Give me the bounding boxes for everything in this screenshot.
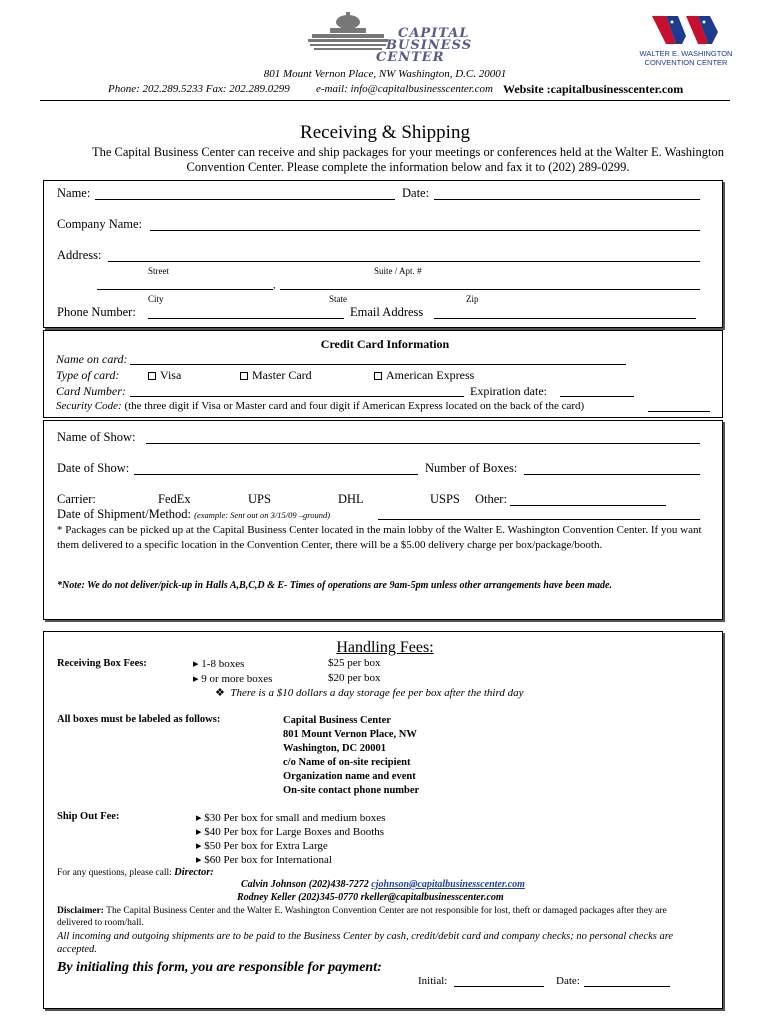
initial-label: Initial: [418,975,448,987]
sign-date-field[interactable] [584,986,670,987]
credit-heading: Credit Card Information [320,337,450,351]
visa-option[interactable]: Visa [148,368,181,383]
header-address: 801 Mount Vernon Place, NW Washington, D.C. 20001 [263,68,507,80]
tier1-price: $25 per box [328,657,381,669]
logo-line1: CAPITAL [398,26,470,41]
header-phone-fax: Phone: 202.289.5233 Fax: 202.289.0299 [108,83,290,95]
initial-statement: By initialing this form, you are responsible for payment: [57,960,382,975]
state-zip-field[interactable] [280,289,700,290]
mastercard-checkbox[interactable] [240,372,248,380]
arrow-right-icon: ▸ [196,812,202,824]
company-field[interactable] [150,230,700,231]
card-type-label: Type of card: [56,368,120,382]
name-field[interactable] [95,199,395,200]
phone-label: Phone Number: [57,305,136,319]
amex-option[interactable]: American Express [374,368,474,383]
label-heading: All boxes must be labeled as follows: [57,714,221,725]
contact1-email-link[interactable]: cjohnson@capitalbusinesscenter.com [371,879,525,890]
state-caption: State [329,294,347,304]
arrow-right-icon: ▸ [196,840,202,852]
logo-line3: CENTER [376,50,445,65]
email-field[interactable] [434,318,696,319]
carrier-fedex[interactable]: FedEx [158,492,191,506]
partner-line1: WALTER E. WASHINGTON [639,49,733,58]
capital-logo [306,8,506,66]
payment-note: All incoming and outgoing shipments are to be paid to the Business Center by cash, credit/debit card and company checks; no personal checks are accepted. [57,931,674,955]
expiration-label: Expiration date: [470,384,547,398]
amex-checkbox[interactable] [374,372,382,380]
boxes-field[interactable] [524,474,700,475]
city-caption: City [148,294,164,304]
intro-text: The Capital Business Center can receive and ship packages for your meetings or conferences held at the Walter E. Washington Convention Center. Please complete the information below and fax it to (202) 289-0299. [91,145,725,174]
name-on-card-label: Name on card: [56,352,128,366]
label-line: c/o Name of on-site recipient [283,757,411,768]
label-line: Capital Business Center [283,715,391,726]
show-name-field[interactable] [146,443,700,444]
security-code-row: Security Code: (the three digit if Visa or Master card and four digit if American Express located on the back of the card) [56,400,585,412]
contact2-row: Rodney Keller (202)345-0770 rkeller@capitalbusinesscenter.com [237,892,504,903]
list-item: ▸ $40 Per box for Large Boxes and Booths [196,826,385,838]
shipment-method-field[interactable] [378,519,700,520]
arrow-right-icon: ▸ [196,826,202,838]
tier2-row: ▸ 9 or more boxes [193,673,273,685]
receiving-fees-label: Receiving Box Fees: [57,658,147,669]
company-label: Company Name: [57,217,143,231]
carrier-other-field[interactable] [510,505,666,506]
arrow-right-icon: ▸ [196,854,202,866]
expiration-field[interactable] [560,396,634,397]
zip-caption: Zip [466,294,479,304]
suite-caption: Suite / Apt. # [374,266,422,276]
arrow-right-icon: ▸ [193,673,199,685]
logo-line2: BUSINESS [386,38,473,53]
mastercard-option[interactable]: Master Card [240,368,312,383]
tier1-row: ▸ 1-8 boxes [193,658,245,670]
address-label: Address: [57,248,102,262]
halls-note: *Note: We do not deliver/pick-up in Halls A,B,C,D & E- Times of operations are 9am-5pm unless other arrangements have been made. [57,580,612,591]
list-item: ▸ $30 Per box for small and medium boxes [196,812,386,824]
list-item: ▸ $50 Per box for Extra Large [196,840,328,852]
contact1-row: Calvin Johnson (202)438-7272 cjohnson@capitalbusinesscenter.com [241,879,525,890]
card-number-field[interactable] [130,396,464,397]
show-date-field[interactable] [134,474,418,475]
carrier-other-label: Other: [475,492,507,506]
visa-checkbox[interactable] [148,372,156,380]
page-title: Receiving & Shipping [300,122,470,143]
carrier-label: Carrier: [57,492,96,506]
carrier-usps[interactable]: USPS [430,492,460,506]
name-on-card-field[interactable] [130,364,626,365]
arrow-right-icon: ▸ [193,658,199,670]
shipment-method-label: Date of Shipment/Method: (example: Sent out on 3/15/09 –ground) [57,507,331,521]
city-field[interactable] [97,289,273,290]
label-line: Organization name and event [283,771,416,782]
sign-date-label: Date: [556,975,580,987]
security-code-field[interactable] [648,411,710,412]
label-address-block [283,714,419,798]
list-item: ▸ $60 Per box for International [196,854,332,866]
show-name-label: Name of Show: [57,430,136,444]
questions-row: For any questions, please call: Director: [57,867,214,878]
boxes-label: Number of Boxes: [425,461,518,475]
storage-fee-row: ❖ There is a $10 dollars a day storage fee per box after the third day [215,687,524,699]
shipout-list [196,811,385,867]
partner-logo [626,12,746,66]
street-caption: Street [148,266,169,276]
shipout-label: Ship Out Fee: [57,811,120,822]
label-line: On-site contact phone number [283,785,420,796]
street-field[interactable] [108,261,700,262]
date-label: Date: [402,186,430,200]
carrier-ups[interactable]: UPS [248,492,271,506]
show-date-label: Date of Show: [57,461,130,475]
label-line: 801 Mount Vernon Place, NW [283,729,417,740]
partner-line2: CONVENTION CENTER [644,58,728,67]
email-label: Email Address [350,305,424,319]
name-label: Name: [57,186,91,200]
date-field[interactable] [434,199,700,200]
card-number-label: Card Number: [56,384,126,398]
disclaimer: Disclaimer: The Capital Business Center and the Walter E. Washington Convention Center are not responsible for lost, theft or damaged packages after they are delivered to room/hall. [57,906,667,928]
phone-field[interactable] [148,318,344,319]
label-line: Washington, DC 20001 [283,743,386,754]
fees-heading: Handling Fees: [336,639,434,656]
header-website: Website :capitalbusinesscenter.com [503,82,684,96]
flag-w-icon [652,12,722,48]
initial-field[interactable] [454,986,544,987]
header-divider [40,100,730,101]
pickup-note: * Packages can be picked up at the Capital Business Center located in the main lobby of the Walter E. Washington Convention Center. If you want them delivered to a specific location in the Convention Center, there will be a $5.00 delivery charge per box/package/booth. [57,524,702,551]
carrier-dhl[interactable]: DHL [338,492,364,506]
header-email: e-mail: info@capitalbusinesscenter.com [316,83,493,95]
diamond-bullet-icon: ❖ [215,687,225,699]
tier2-price: $20 per box [328,672,381,684]
